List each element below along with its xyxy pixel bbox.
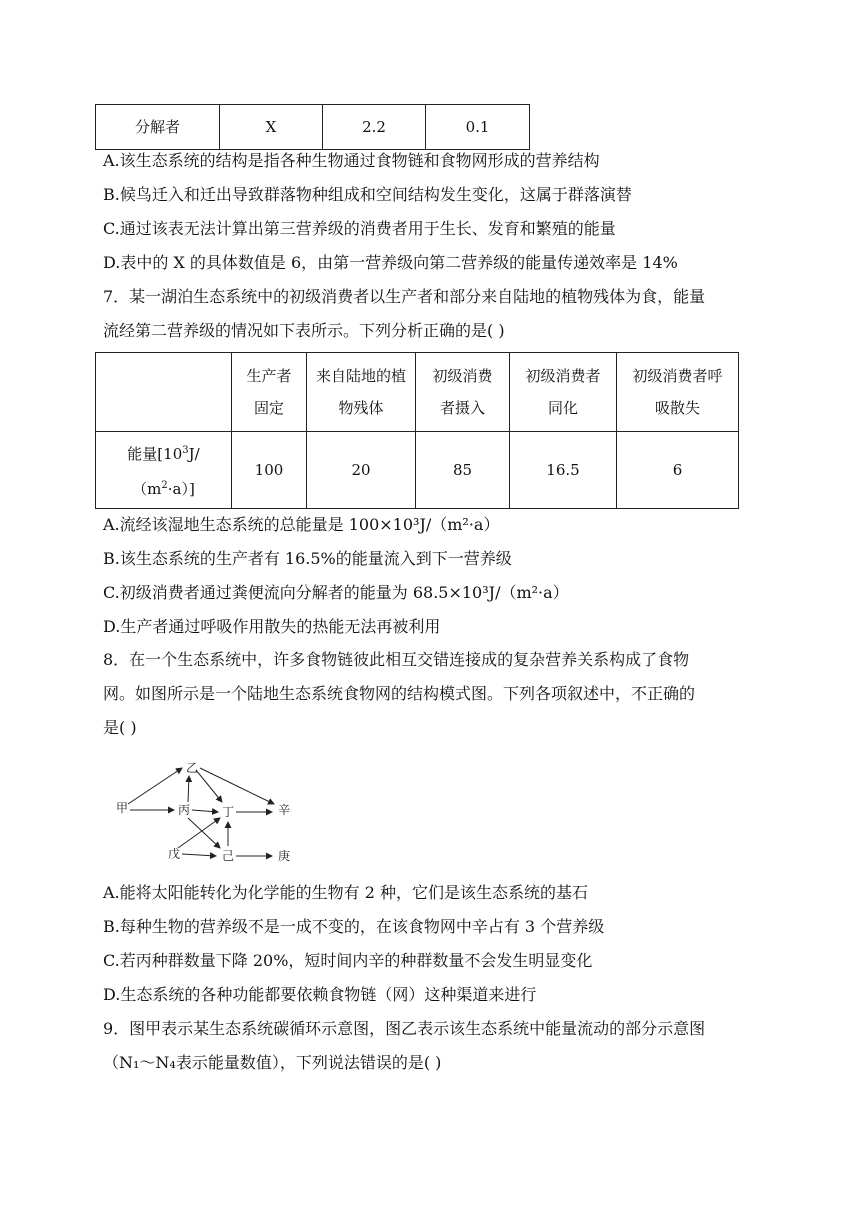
table-header-row — [96, 353, 739, 432]
node-wu: 戊 — [168, 847, 181, 861]
q8-stem-line3: 是( ) — [103, 718, 137, 737]
table-cell: 分解者 — [96, 105, 220, 150]
node-ding: 丁 — [222, 805, 235, 819]
header-line: 初级消费者呼 — [632, 367, 723, 385]
table-header-cell — [416, 353, 510, 432]
table-cell: 6 — [617, 432, 739, 509]
header-line: 同化 — [547, 399, 578, 417]
table-cell: 2.2 — [323, 105, 426, 150]
arrow-wu-ji — [182, 854, 216, 856]
q7-option-c: C.初级消费者通过粪便流向分解者的能量为 68.5×10³J/（m²·a） — [103, 583, 569, 602]
table-cell: 20 — [307, 432, 416, 509]
header-line: 吸散失 — [654, 399, 700, 417]
table-cell: 100 — [232, 432, 307, 509]
q9-stem-line2: （N₁～N₄表示能量数值），下列说法错误的是( ) — [103, 1053, 442, 1072]
node-ji: 己 — [222, 849, 235, 863]
q7-option-d: D.生产者通过呼吸作用散失的热能无法再被利用 — [103, 617, 441, 636]
table-header-cell — [617, 353, 739, 432]
node-yi: 乙 — [186, 761, 199, 775]
q8-option-d: D.生态系统的各种功能都要依赖食物链（网）这种渠道来进行 — [103, 985, 537, 1004]
q8-option-b: B.每种生物的营养级不是一成不变的，在该食物网中辛占有 3 个营养级 — [103, 917, 605, 936]
table-row — [96, 105, 530, 150]
decomposer-table — [95, 104, 530, 150]
table-cell: 0.1 — [426, 105, 530, 150]
arrow-jia-yi — [128, 768, 182, 804]
arrow-yi-xin — [200, 768, 274, 804]
arrow-bing-ding — [192, 810, 218, 812]
table-header-cell — [307, 353, 416, 432]
arrow-bing-ji — [188, 818, 220, 848]
node-jia: 甲 — [116, 801, 129, 815]
header-line: 初级消费者 — [525, 367, 601, 385]
q6-option-c: C.通过该表无法计算出第三营养级的消费者用于生长、发育和繁殖的能量 — [103, 219, 616, 238]
arrow-wu-ding — [178, 818, 220, 848]
node-bing: 丙 — [178, 803, 191, 817]
header-line: 固定 — [253, 399, 284, 417]
q7-option-b: B.该生态系统的生产者有 16.5%的能量流入到下一营养级 — [103, 549, 512, 568]
table-header-cell — [510, 353, 617, 432]
node-xin: 辛 — [278, 803, 291, 817]
header-line: 物残体 — [338, 399, 384, 417]
q6-option-a: A.该生态系统的结构是指各种生物通过食物链和食物网形成的营养结构 — [103, 151, 600, 170]
table-cell: 16.5 — [510, 432, 617, 509]
q6-option-d: D.表中的 X 的具体数值是 6，由第一营养级向第二营养级的能量传递效率是 14% — [103, 253, 678, 272]
energy-flow-table — [95, 352, 739, 509]
q6-option-b: B.候鸟迁入和迁出导致群落物种组成和空间结构发生变化，这属于群落演替 — [103, 185, 632, 204]
table-row — [96, 432, 739, 509]
header-line: 来自陆地的植 — [315, 367, 406, 385]
q8-stem-line2: 网。如图所示是一个陆地生态系统食物网的结构模式图。下列各项叙述中，不正确的 — [103, 684, 696, 703]
food-web-diagram — [112, 756, 312, 868]
q7-stem-line1: 7．某一湖泊生态系统中的初级消费者以生产者和部分来自陆地的植物残体为食，能量 — [103, 287, 706, 306]
header-line: 者摄入 — [439, 399, 485, 417]
row-label-cell — [96, 432, 232, 509]
q9-stem-line1: 9．图甲表示某生态系统碳循环示意图，图乙表示该生态系统中能量流动的部分示意图 — [103, 1019, 706, 1038]
q8-stem-line1: 8．在一个生态系统中，许多食物链彼此相互交错连接成的复杂营养关系构成了食物 — [103, 650, 690, 669]
q8-option-c: C.若丙种群数量下降 20%，短时间内辛的种群数量不会发生明显变化 — [103, 951, 593, 970]
table-header-cell — [232, 353, 307, 432]
q8-option-a: A.能将太阳能转化为化学能的生物有 2 种，它们是该生态系统的基石 — [103, 883, 588, 902]
table-cell: 85 — [416, 432, 510, 509]
table-cell: X — [220, 105, 323, 150]
arrow-yi-ding — [196, 770, 222, 802]
row-label-line1: 能量[$10^3J/$ — [127, 445, 200, 463]
q7-option-a: A.流经该湿地生态系统的总能量是 100×10³J/（m²·a） — [103, 515, 500, 534]
row-label-line2: $(m^2\cdot a)$] — [132, 480, 195, 498]
header-line: 初级消费 — [432, 367, 493, 385]
header-line: 生产者 — [246, 367, 292, 385]
q7-stem-line2: 流经第二营养级的情况如下表所示。下列分析正确的是( ) — [103, 321, 505, 340]
table-header-cell — [96, 353, 232, 432]
arrow-bing-yi — [188, 776, 189, 802]
node-geng: 庚 — [278, 849, 291, 863]
